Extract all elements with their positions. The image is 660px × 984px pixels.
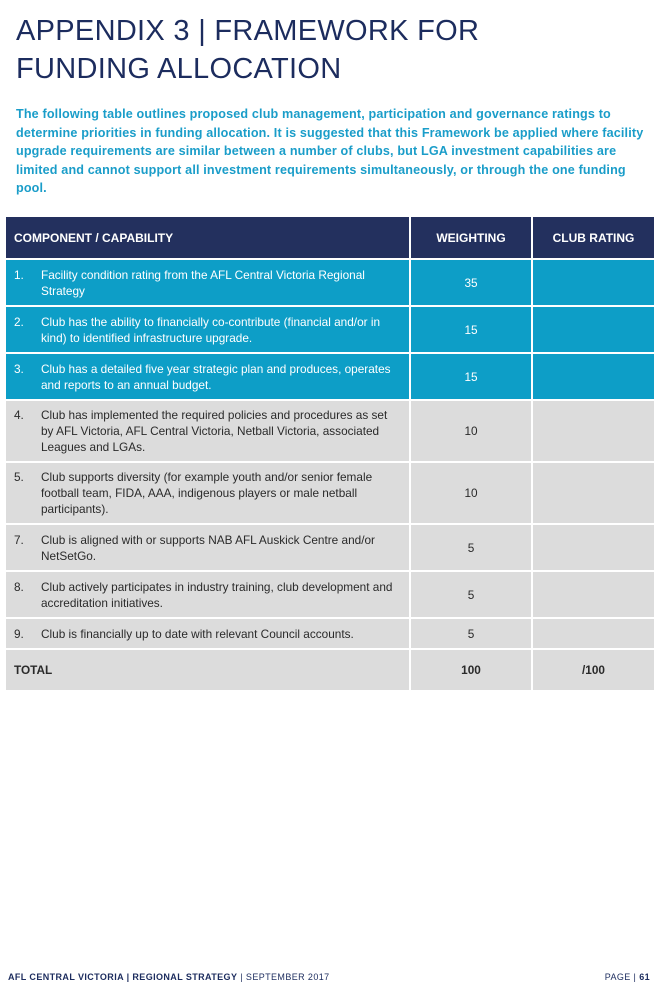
- header-club-rating: CLUB RATING: [532, 217, 654, 259]
- component-text: Club is financially up to date with relevant Council accounts.: [41, 626, 354, 641]
- component-cell: [6, 618, 410, 649]
- header-component: COMPONENT / CAPABILITY: [6, 217, 410, 259]
- weighting-cell: 5: [410, 618, 532, 649]
- intro-paragraph: The following table outlines proposed club management, participation and governance ratings to determine priorities in funding allocation. It is suggested that this Framework be applied where facility upgrade requirements are similar between a number of clubs, but LGA investment capabilities are limited and cannot support all investment requirements simultaneously, or through the one funding pool.: [16, 107, 644, 195]
- total-weighting: 100: [410, 649, 532, 691]
- club-rating-cell: [532, 571, 654, 618]
- weighting-cell: 10: [410, 400, 532, 462]
- weighting-cell: 10: [410, 462, 532, 524]
- component-text: Club supports diversity (for example youth and/or senior female football team, FIDA, AAA, indigenous players or male netball participants).: [41, 470, 373, 516]
- table-row: [6, 353, 654, 400]
- footer-right: [605, 972, 650, 982]
- footer-left: [8, 972, 330, 982]
- table-body: [6, 259, 654, 691]
- header-weighting: WEIGHTING: [410, 217, 532, 259]
- row-number: 2.: [14, 314, 24, 329]
- club-rating-cell: [532, 462, 654, 524]
- component-cell: [6, 353, 410, 400]
- club-rating-cell: [532, 306, 654, 353]
- page-footer: [8, 972, 650, 984]
- row-number: 1.: [14, 267, 24, 282]
- funding-framework-table: [6, 217, 654, 692]
- club-rating-cell: [532, 400, 654, 462]
- component-text: Club actively participates in industry training, club development and accreditation initiatives.: [41, 579, 393, 610]
- component-cell: [6, 259, 410, 306]
- table-row: [6, 524, 654, 571]
- table-row: [6, 618, 654, 649]
- footer-date: | SEPTEMBER 2017: [237, 972, 330, 982]
- component-cell: [6, 400, 410, 462]
- table-row: [6, 462, 654, 524]
- row-number: 3.: [14, 361, 24, 376]
- footer-strategy-name: AFL CENTRAL VICTORIA | REGIONAL STRATEGY: [8, 972, 238, 982]
- component-text: Facility condition rating from the AFL Central Victoria Regional Strategy: [41, 267, 365, 298]
- footer-page-number: 61: [639, 972, 650, 982]
- weighting-cell: 15: [410, 306, 532, 353]
- club-rating-cell: [532, 259, 654, 306]
- component-cell: [6, 306, 410, 353]
- row-number: 5.: [14, 470, 24, 484]
- club-rating-cell: [532, 524, 654, 571]
- table-row: [6, 306, 654, 353]
- weighting-cell: 5: [410, 571, 532, 618]
- table-row: [6, 400, 654, 462]
- row-number: 7.: [14, 532, 24, 547]
- component-text: Club has a detailed five year strategic plan and produces, operates and reports to an annual budget.: [41, 361, 391, 392]
- club-rating-cell: [532, 618, 654, 649]
- component-text: Club has the ability to financially co-contribute (financial and/or in kind) to identified infrastructure upgrade.: [41, 314, 381, 345]
- club-rating-cell: [532, 353, 654, 400]
- footer-page-label: PAGE |: [604, 972, 640, 982]
- component-text: Club has implemented the required policies and procedures as set by AFL Victoria, AFL Central Victoria, Netball Victoria, associated Leagues and LGAs.: [41, 408, 388, 454]
- component-text: Club is aligned with or supports NAB AFL Auskick Centre and/or NetSetGo.: [41, 532, 375, 563]
- weighting-cell: 15: [410, 353, 532, 400]
- title-line-2: FUNDING ALLOCATION: [16, 53, 342, 85]
- table-header-row: [6, 217, 654, 259]
- weighting-cell: 35: [410, 259, 532, 306]
- total-club-rating: /100: [532, 649, 654, 691]
- table-row: [6, 259, 654, 306]
- weighting-cell: 5: [410, 524, 532, 571]
- row-number: 8.: [14, 579, 24, 594]
- table-row: [6, 571, 654, 618]
- component-cell: [6, 571, 410, 618]
- component-cell: [6, 524, 410, 571]
- title-line-1: APPENDIX 3 | FRAMEWORK FOR: [16, 15, 480, 47]
- component-cell: [6, 462, 410, 524]
- total-label: TOTAL: [6, 649, 410, 691]
- row-number: 4.: [14, 408, 24, 422]
- page-title: [16, 12, 616, 88]
- total-row: [6, 649, 654, 691]
- row-number: 9.: [14, 626, 24, 641]
